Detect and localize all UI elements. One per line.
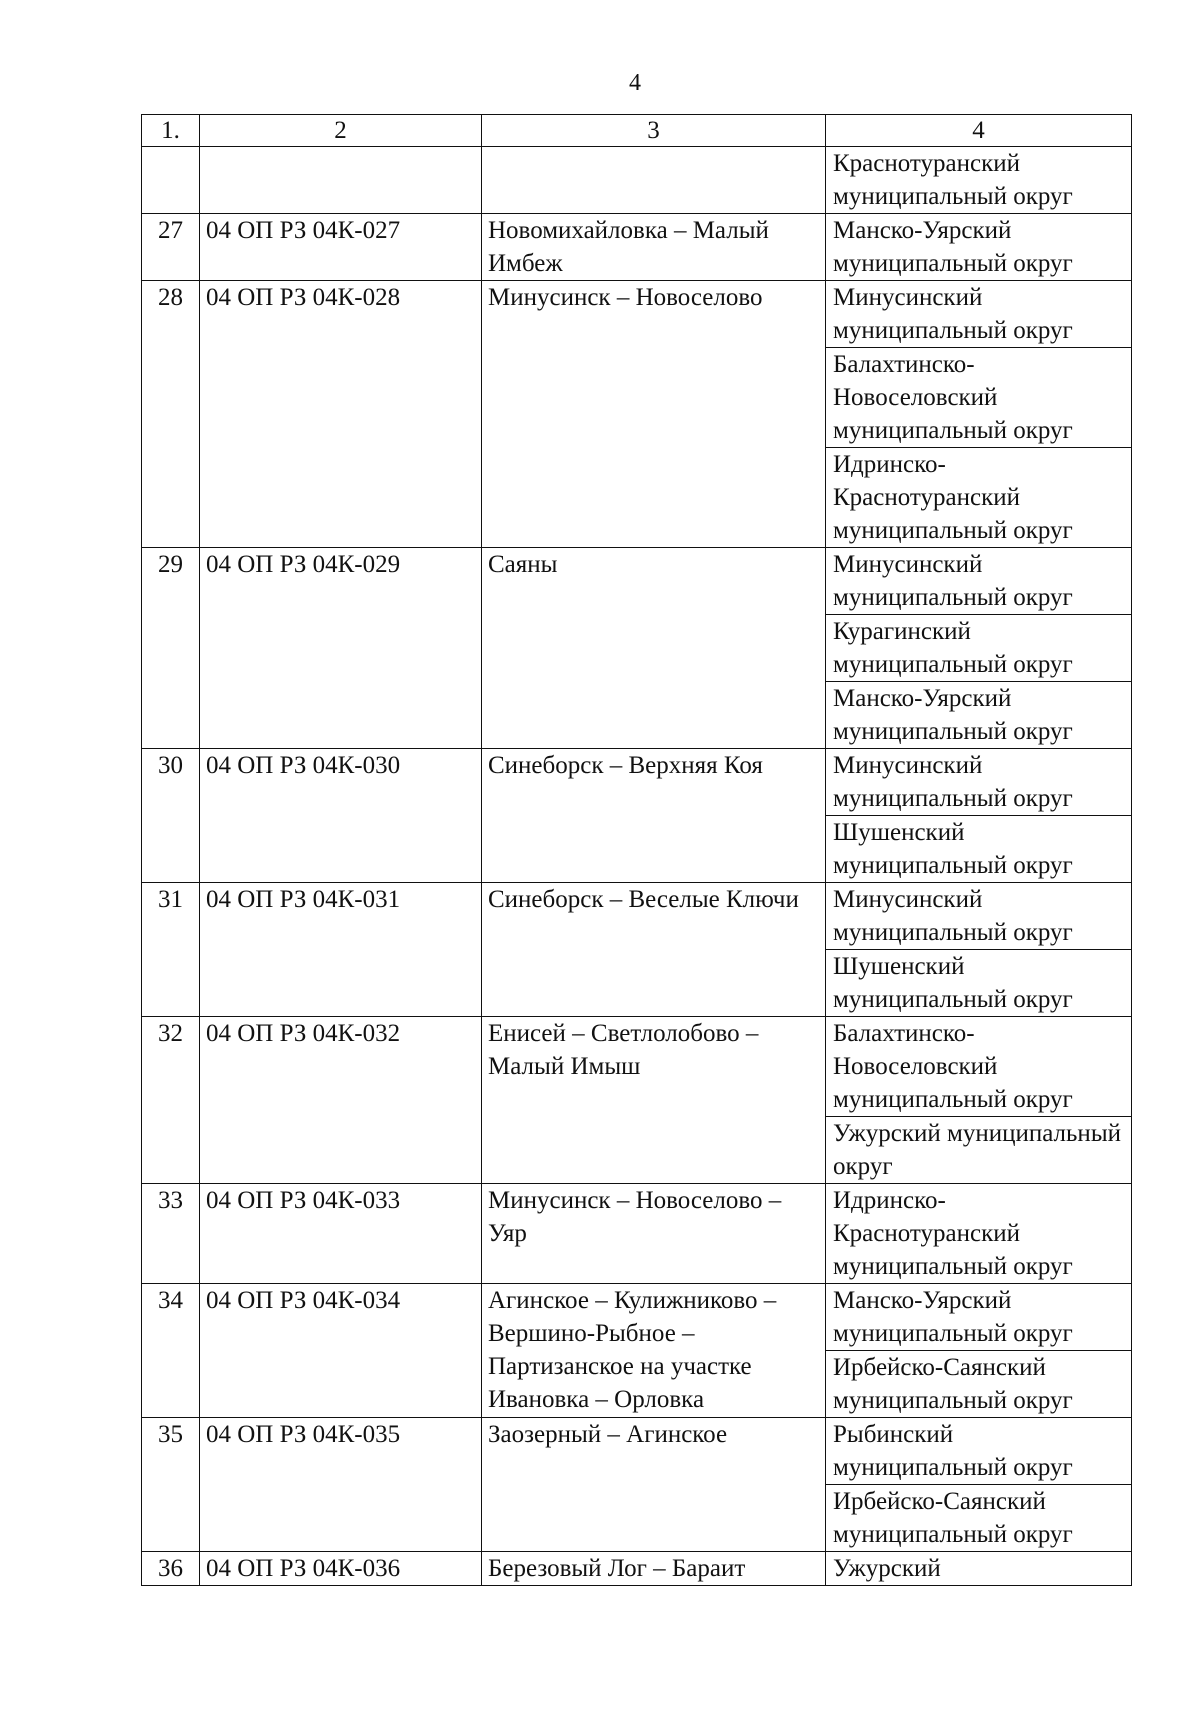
road-name: Заозерный – Агинское [482,1418,826,1552]
district-cell [826,883,1132,1017]
header-cell-3: 3 [482,115,826,147]
table-row [142,214,1132,281]
table-row [142,1284,1132,1418]
header-cell-4: 4 [826,115,1132,147]
district-cell [826,281,1132,548]
district-name: Шушенский муниципальный округ [833,819,1073,879]
road-code: 04 ОП РЗ 04К-029 [200,548,482,749]
district-name: Манско-Уярский муниципальный округ [833,685,1073,745]
district-name: Балахтинско-Новоселовский муниципальный округ [826,1017,1131,1117]
row-number: 30 [142,749,200,883]
road-name: Енисей – Светлолобово – Малый Имыш [482,1017,826,1184]
road-code: 04 ОП РЗ 04К-034 [200,1284,482,1418]
road-code: 04 ОП РЗ 04К-032 [200,1017,482,1184]
header-cell-2: 2 [200,115,482,147]
district-name: Ужурский муниципальный округ [833,1120,1121,1180]
road-name: Агинское – Кулижниково – Вершино-Рыбное – Партизанское на участке Ивановка – Орловка [482,1284,826,1418]
table-row [142,1184,1132,1284]
district-name: Минусинский муниципальный округ [826,281,1131,348]
district-name: Минусинский муниципальный округ [826,548,1131,615]
row-number: 36 [142,1552,200,1586]
header-row [142,115,1132,147]
row-number: 27 [142,214,200,281]
road-code: 04 ОП РЗ 04К-031 [200,883,482,1017]
district-name: Курагинский муниципальный округ [826,615,1131,682]
district-name: Минусинский муниципальный округ [826,749,1131,816]
row-number: 31 [142,883,200,1017]
page-number: 4 [629,70,641,96]
row-number: 28 [142,281,200,548]
district-name: Манско-Уярский муниципальный округ [833,217,1073,277]
road-name: Синеборск – Верхняя Коя [482,749,826,883]
district-cell [826,749,1132,883]
road-name: Березовый Лог – Бараит [482,1552,826,1586]
table-row [142,883,1132,1017]
district-name: Рыбинский муниципальный округ [826,1418,1131,1485]
table-row [142,147,1132,214]
district-name: Идринско-Краснотуранский муниципальный округ [833,1187,1073,1280]
row-number: 34 [142,1284,200,1418]
district-cell [826,147,1132,214]
road-name: Минусинск – Новоселово – Уяр [482,1184,826,1284]
district-name: Ирбейско-Саянский муниципальный округ [833,1354,1073,1414]
road-code: 04 ОП РЗ 04К-035 [200,1418,482,1552]
road-code: 04 ОП РЗ 04К-027 [200,214,482,281]
district-name: Манско-Уярский муниципальный округ [826,1284,1131,1351]
table-row [142,281,1132,548]
road-code: 04 ОП РЗ 04К-033 [200,1184,482,1284]
district-cell [826,1017,1132,1184]
row-number: 29 [142,548,200,749]
road-code [200,147,482,214]
row-number [142,147,200,214]
roads-table [141,114,1132,1586]
road-code: 04 ОП РЗ 04К-028 [200,281,482,548]
district-name: Идринско-Краснотуранский муниципальный округ [833,451,1073,544]
district-cell [826,1284,1132,1418]
district-name: Ирбейско-Саянский муниципальный округ [833,1488,1073,1548]
road-code: 04 ОП РЗ 04К-036 [200,1552,482,1586]
district-cell [826,214,1132,281]
table-row [142,1418,1132,1552]
table-row [142,1552,1132,1586]
table-row [142,548,1132,749]
header-cell-1: 1. [142,115,200,147]
district-cell [826,1184,1132,1284]
road-name: Саяны [482,548,826,749]
district-name: Балахтинско-Новоселовский муниципальный округ [826,348,1131,448]
district-name: Ужурский [833,1555,941,1582]
district-name: Шушенский муниципальный округ [833,953,1073,1013]
district-cell [826,1418,1132,1552]
road-code: 04 ОП РЗ 04К-030 [200,749,482,883]
road-name [482,147,826,214]
district-name: Минусинский муниципальный округ [826,883,1131,950]
road-name: Новомихайловка – Малый Имбеж [482,214,826,281]
road-name: Минусинск – Новоселово [482,281,826,548]
row-number: 32 [142,1017,200,1184]
row-number: 35 [142,1418,200,1552]
district-cell [826,548,1132,749]
road-name: Синеборск – Веселые Ключи [482,883,826,1017]
table-row [142,749,1132,883]
district-cell [826,1552,1132,1586]
district-name: Краснотуранский муниципальный округ [833,150,1073,210]
table-row [142,1017,1132,1184]
row-number: 33 [142,1184,200,1284]
